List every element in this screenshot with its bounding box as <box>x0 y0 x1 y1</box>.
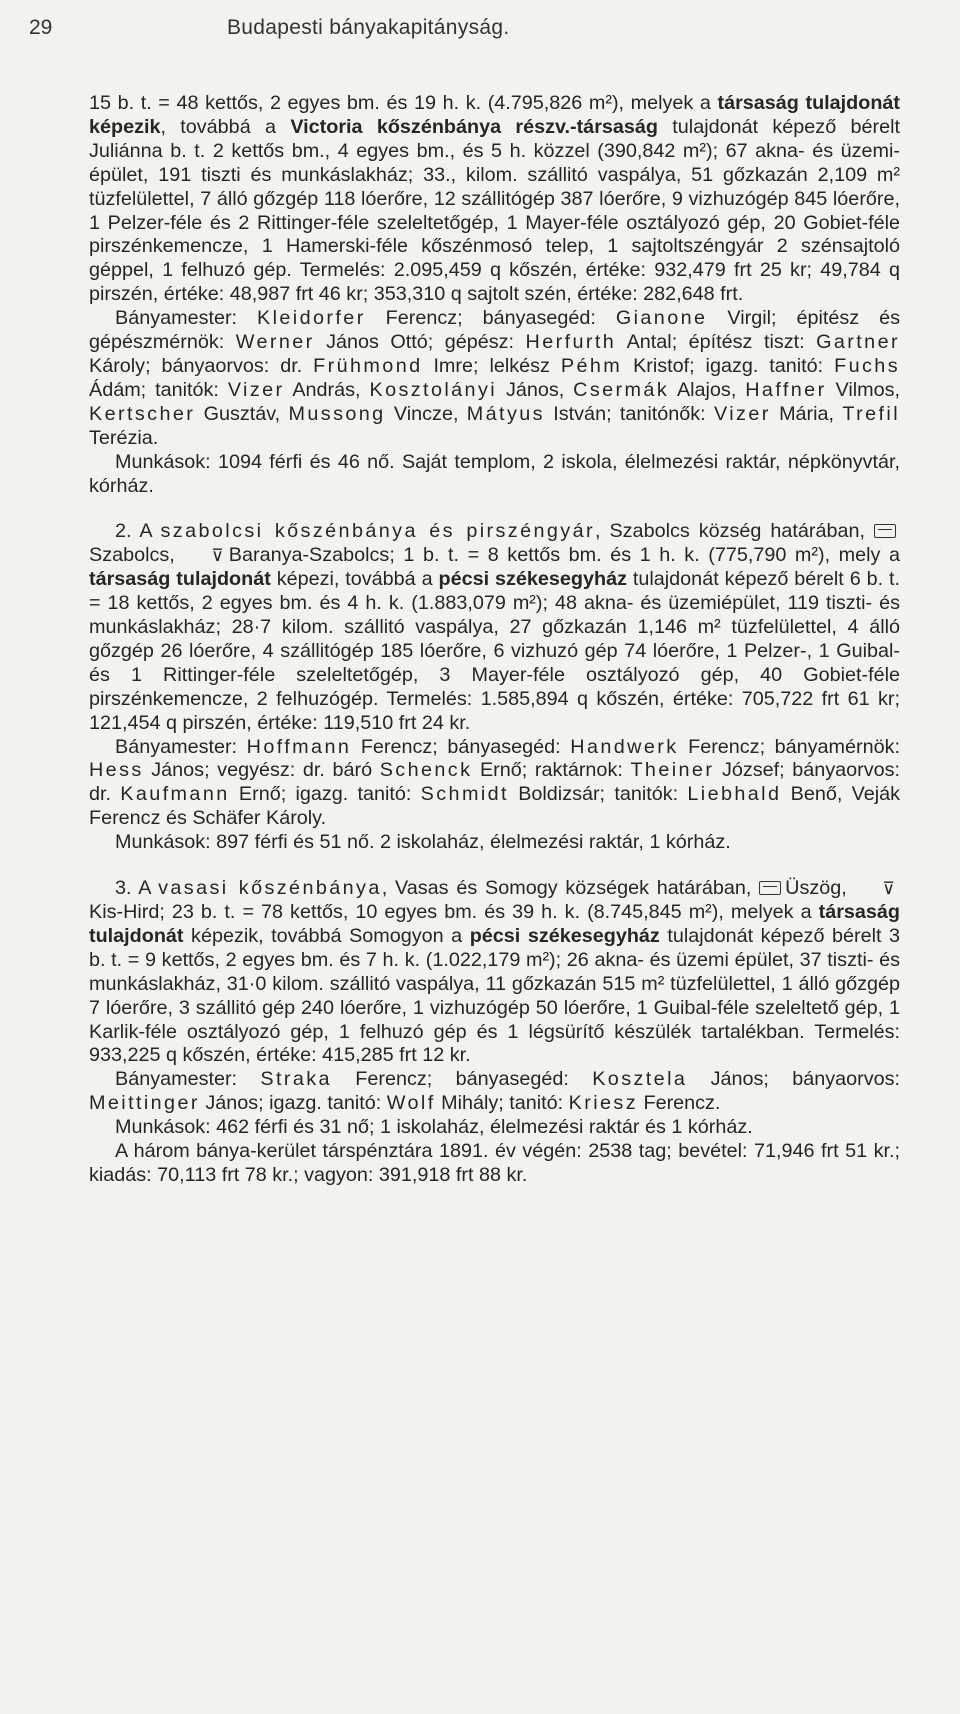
railway-station-icon: ⊽ <box>882 879 895 899</box>
paragraph-szabolcs-mine: 2. A szabolcsi kőszénbánya és pirszéngyár, Szabolcs község határában, Szabolcs, ⊽ Baranya-Szabolcs; 1 b. t. = 8 kettős bm. és 1 h. k. (775,790 m²), mely a társaság tulajdonát képezi, továbbá a pécsi székesegyház tulajdonát képező bérelt 6 b. t. = 18 kettős, 2 egyes bm. és 4 h. k. (1.883,079 m²); 48 akna- és üzemiépület, 119 tiszti- és munkáslakház; 28·7 kilom. szállitó vaspálya, 27 gőzkazán 1,146 m² tüzfelülettel, 4 álló gőzgép 26 lóerőre, 4 szállitógép 185 lóerőre, 6 vizhuzó gép 74 lóerőre, 1 Pelzer-, 1 Guibal- és 1 Rittinger-féle szeleltetőgép, 3 Mayer-féle osztályozó gép, 40 Gobiet-féle pirszénkemencze, 2 felhuzógép. Termelés: 1.585,894 q kőszén, értéke: 705,722 frt 61 kr; 121,454 q pirszén, értéke: 119,510 frt 24 kr. <box>89 520 901 734</box>
page-header <box>29 16 900 46</box>
paragraph-holdings-1: 15 b. t. = 48 kettős, 2 egyes bm. és 19 h. k. (4.795,826 m²), melyek a társaság tulajdonát képezik, továbbá a Victoria kőszénbánya részv.-társaság tulajdonát képező bérelt Juliánna b. t. 2 kettős bm., 4 egyes bm., és 5 h. közzel (390,842 m²); 67 akna- és üzemi-épület, 191 tiszti és munkáslakház; 33., kilom. szállitó vaspálya, 51 gőzkazán 2,109 m² tüzfelülettel, 7 álló gőzgép 118 lóerőre, 12 szállitógép 387 lóerőre, 9 vizhuzógép 845 lóerőre, 1 Pelzer-féle és 2 Rittinger-féle szeleltetőgép, 1 Mayer-féle osztályozó gép, 20 Gobiet-féle pirszénkemencze, 1 Hamerski-féle kőszénmosó telep, 1 sajtoltszéngyár 2 szénsajtoló géppel, 1 felhuzó gép. Termelés: 2.095,459 q kőszén, értéke: 932,479 frt 25 kr; 49,784 q pirszén, értéke: 48,987 frt 46 kr; 353,310 q sajtolt szén, értéke: 282,648 frt. <box>89 92 900 306</box>
paragraph-vasas-mine: 3. A vasasi kőszénbánya, Vasas és Somogy községek határában, Üszög, ⊽Kis-Hird; 23 b. t. = 78 kettős, 10 egyes bm. és 39 h. k. (8.745,845 m²), melyek a társaság tulajdonát képezik, továbbá Somogyon a pécsi székesegyház tulajdonát képező bérelt 3 b. t. = 9 kettős, 2 egyes bm. és 7 h. k. (1.022,179 m²); 26 akna- és üzemi épület, 37 tiszti- és munkáslakház, 31·0 kilom. szállitó vaspálya, 11 gőzkazán 515 m² tüzfelülettel, 1 álló gőzgép 7 lóerőre, 3 szállitó gép 240 lóerőre, 1 vizhuzógép 50 lóerőre, 1 Guibal-féle szeleltető gép, 1 Karlik-féle osztályozó gép, 1 felhuzó gép és 1 légsürítő készülék tartalékban. Termelés: 933,225 q kőszén, értéke: 415,285 frt 12 kr. <box>89 877 900 1067</box>
page-body <box>89 92 900 1188</box>
paragraph-workers-2: Munkások: 897 férfi és 51 nő. 2 iskolaház, élelmezési raktár, 1 kórház. <box>115 831 731 854</box>
mine-symbol-icon <box>759 881 781 895</box>
paragraph-staff-3: Bányamester: Straka Ferencz; bányasegéd: Kosztela János; bányaorvos: Meittinger János; igazg. tanitó: Wolf Mihály; tanitó: Kriesz Ferencz. <box>89 1068 900 1115</box>
paragraph-workers-1: Munkások: 1094 férfi és 46 nő. Saját templom, 2 iskola, élelmezési raktár, népkönyvtár, kórház. <box>89 450 900 497</box>
page-number: 29 <box>29 16 53 39</box>
paragraph-staff-1: Bányamester: Kleidorfer Ferencz; bányasegéd: Gianone Virgil; épitész és gépészmérnök: Werner János Ottó; gépész: Herfurth Antal; építész tiszt: Gartner Károly; bányaorvos: dr. Frühmond Imre; lelkész Péhm Kristof; igazg. tanitó: Fuchs Ádám; tanitók: Vizer András, Kosztolányi János, Csermák Alajos, Haffner Vilmos, Kertscher Gusztáv, Mussong Vincze, Mátyus István; tanitónők: Vizer Mária, Trefil Terézia. <box>89 307 900 449</box>
paragraph-insurance-fund: A három bánya-kerület társpénztára 1891. év végén: 2538 tag; bevétel: 71,946 frt 51 kr.; kiadás: 70,113 frt 78 kr.; vagyon: 391,918 frt 88 kr. <box>89 1140 900 1186</box>
paragraph-staff-2: Bányamester: Hoffmann Ferencz; bányasegéd: Handwerk Ferencz; bányamérnök: Hess János; vegyész: dr. báró Schenck Ernő; raktárnok: Theiner József; bányaorvos: dr. Kaufmann Ernő; igazg. tanitó: Schmidt Boldizsár; tanitók: Liebhald Benő, Veják Ferencz és Schäfer Károly. <box>89 735 901 830</box>
railway-station-icon: ⊽ <box>211 546 224 566</box>
running-title: Budapesti bányakapitányság. <box>227 16 510 39</box>
mine-symbol-icon <box>874 524 896 538</box>
paragraph-workers-3: Munkások: 462 férfi és 31 nő; 1 iskolaház, élelmezési raktár és 1 kórház. <box>115 1116 753 1139</box>
